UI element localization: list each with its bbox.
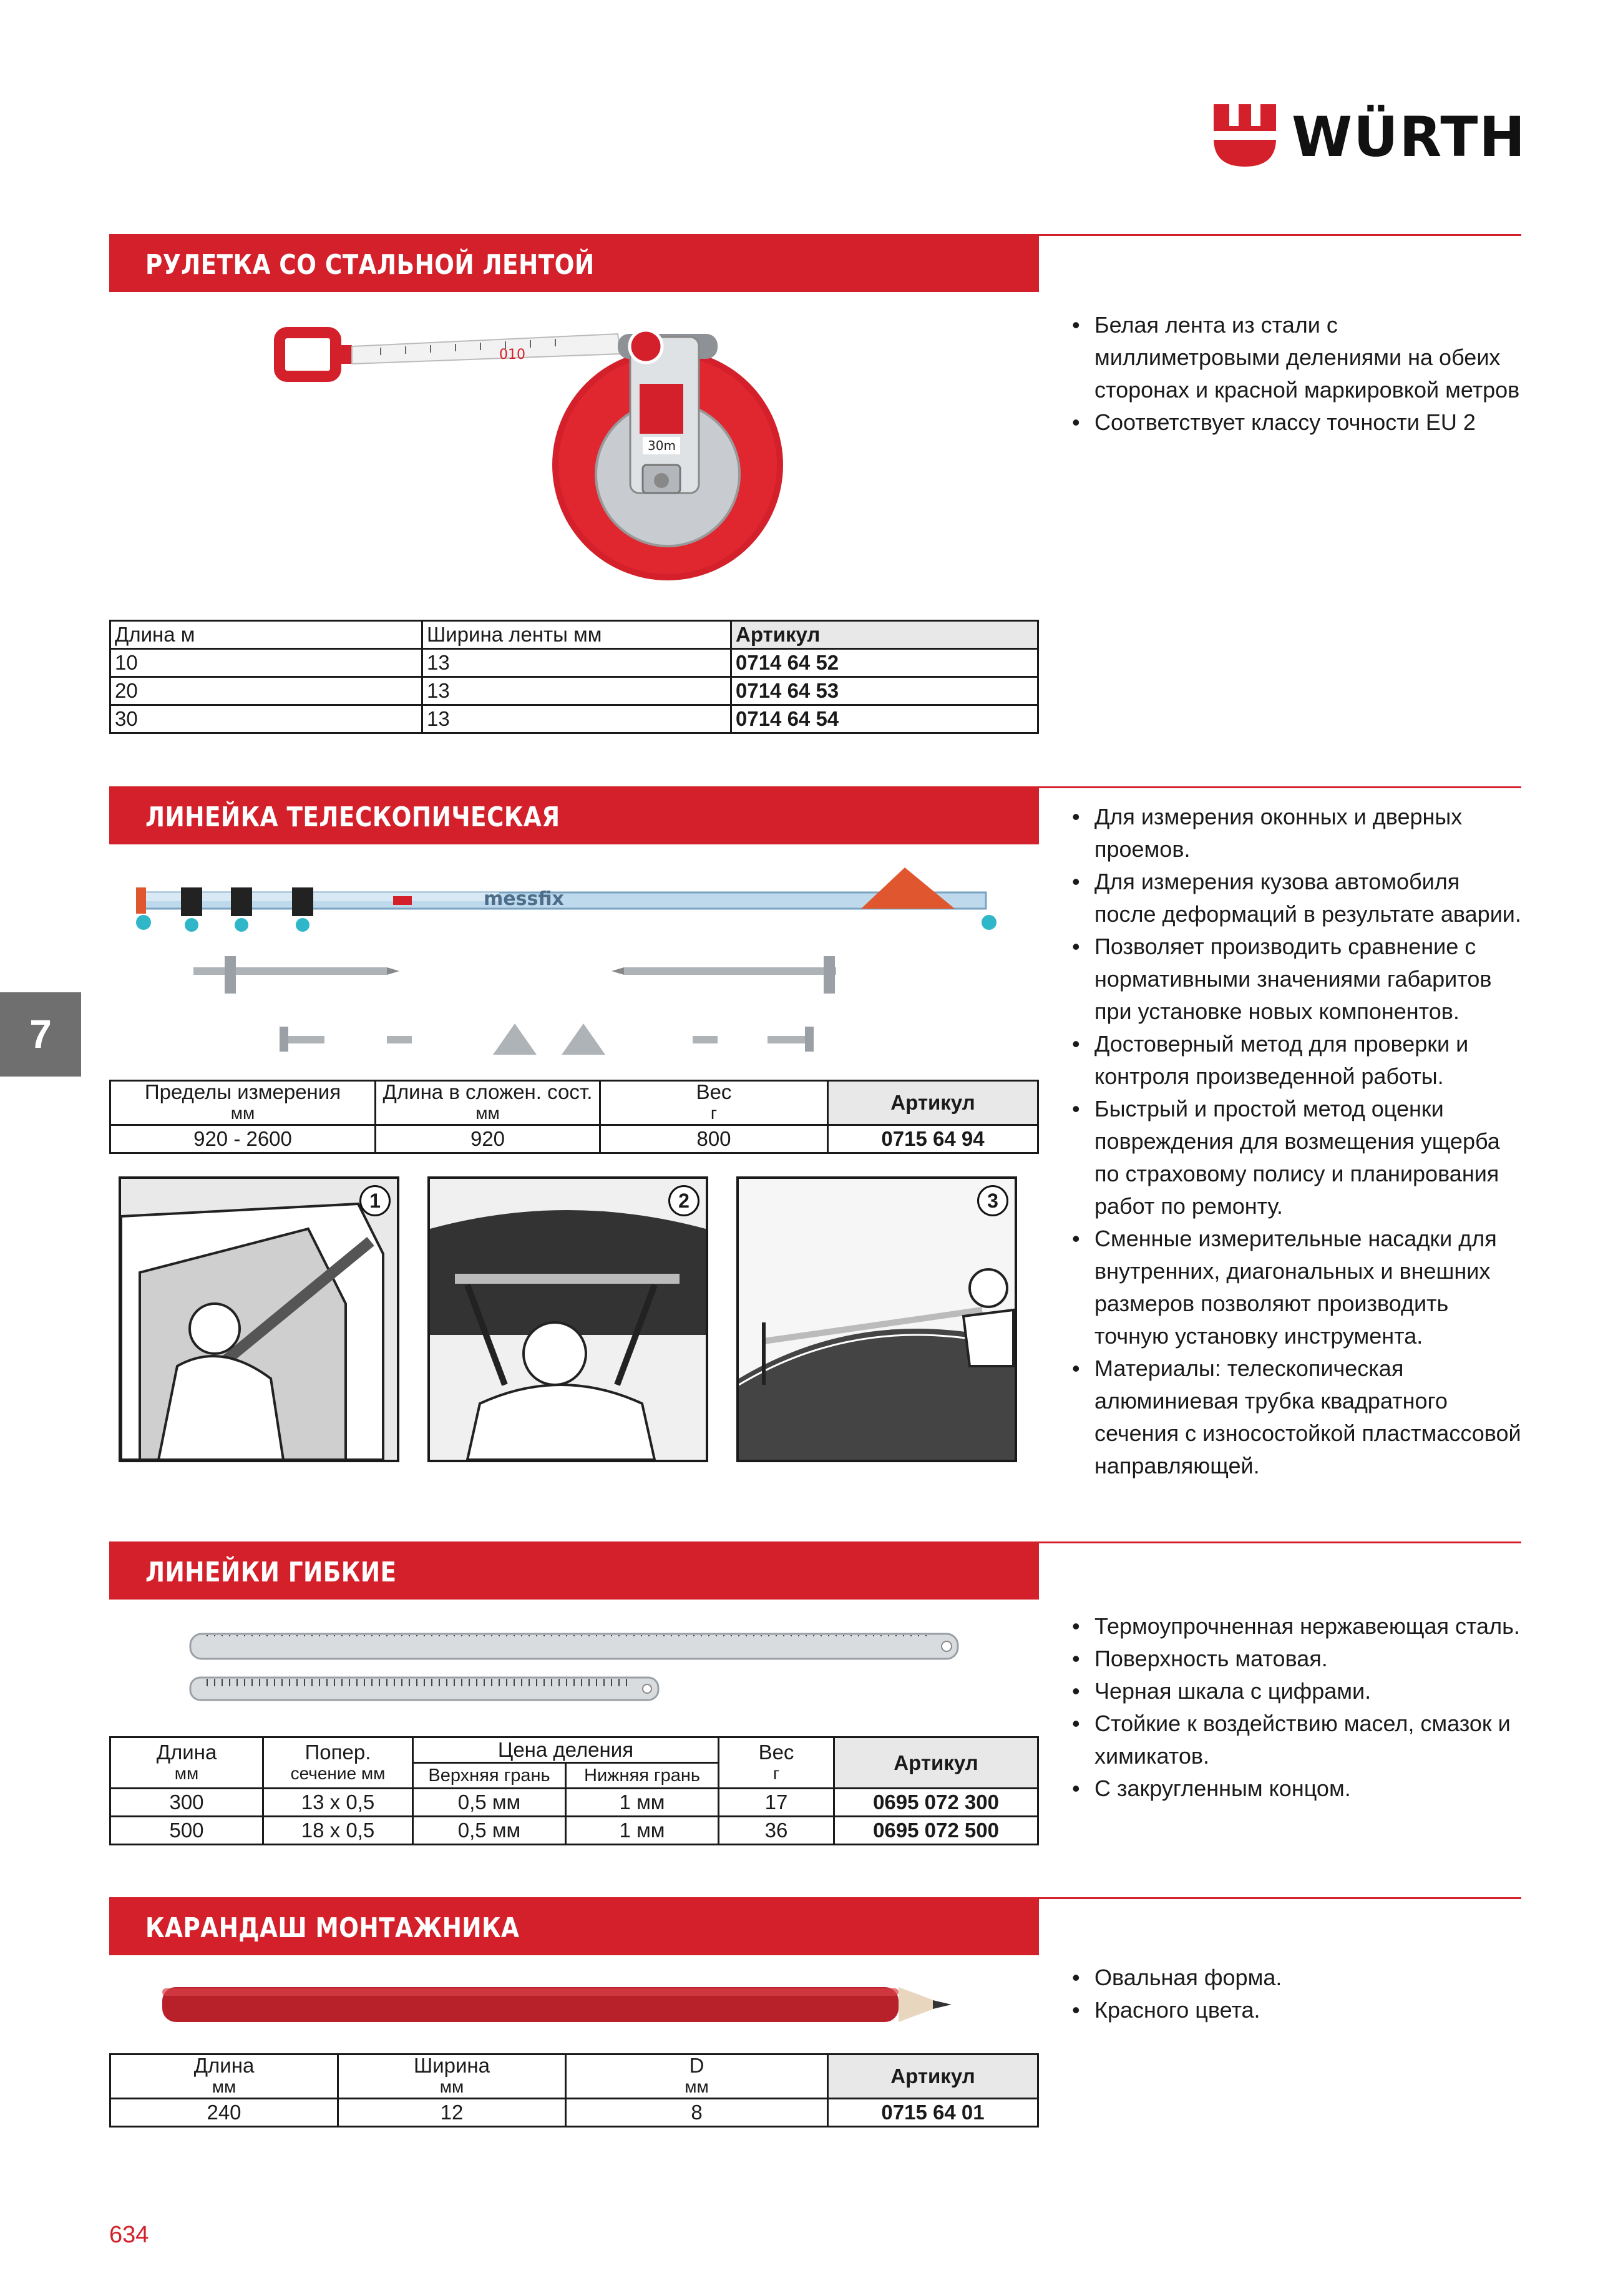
photo-number-badge: 3 [977,1185,1008,1216]
list-item: • Соответствует классу точности EU 2 [1072,406,1521,439]
table-header: Вес г [719,1737,834,1789]
list-item: • Достоверный метод для проверки и контроля произведенной работы. [1072,1028,1521,1093]
table-header: Попер. сечение мм [263,1737,413,1789]
list-item: • Белая лента из стали с миллиметровыми делениями на обеих сторонах и красной маркировкой метров [1072,309,1521,406]
section-header-flexible [109,1543,1039,1600]
table-header: Артикул [834,1737,1038,1789]
table-row [110,1789,1038,1817]
chapter-tab: 7 [0,992,81,1077]
table-header: Ширина ленты мм [422,621,731,649]
table-cell: 13 x 0,5 [263,1789,413,1817]
list-item: • С закругленным концом. [1072,1772,1521,1805]
usage-photo-2 [427,1176,708,1462]
table-cell: 17 [719,1789,834,1817]
article-number: 0714 64 53 [731,677,1038,705]
table-cell: 10 [110,649,422,677]
pencil-spec-table [109,2053,1039,2127]
list-item: • Сменные измерительные насадки для внутренних, диагональных и внешних размеров позволяют производить точную установку инструмента. [1072,1223,1521,1352]
table-cell: 30 [110,705,422,733]
list-item: • Материалы: телескопическая алюминиевая трубка квадратного сечения с износостойкой пластмассовой направляющей. [1072,1352,1521,1482]
table-cell: 36 [719,1817,834,1845]
article-number: 0695 072 300 [834,1789,1038,1817]
table-cell: 13 [422,705,731,733]
tape-measure-image [268,309,867,602]
list-item: • Для измерения оконных и дверных проемов. [1072,801,1521,866]
table-cell: 12 [338,2099,566,2127]
list-item: • Позволяет производить сравнение с нормативными значениями габаритов при установке новых компонентов. [1072,931,1521,1028]
article-number: 0714 64 54 [731,705,1038,733]
tape-spec-table [109,620,1039,734]
table-header: Вес г [600,1081,828,1125]
table-cell: 240 [110,2099,338,2127]
table-header: Верхняя грань [413,1763,566,1789]
table-header: Длина м [110,621,422,649]
table-cell: 1 мм [566,1789,719,1817]
table-header: Длина мм [110,2054,338,2099]
table-header-row [110,1737,1038,1763]
table-header-row [110,2054,1038,2099]
section-title: ЛИНЕЙКИ ГИБКИЕ [145,1556,397,1588]
telescopic-spec-table [109,1080,1039,1154]
photo-number-badge: 2 [668,1185,699,1216]
list-item: • Термоупрочненная нержавеющая сталь. [1072,1610,1521,1643]
list-item: • Овальная форма. [1072,1961,1521,1994]
table-cell: 800 [600,1125,828,1153]
usage-illustration [739,1179,1015,1460]
telescopic-ruler-image [125,855,1011,1067]
section-title: КАРАНДАШ МОНТАЖНИКА [145,1912,520,1944]
list-item: • Стойкие к воздействию масел, смазок и химикатов. [1072,1707,1521,1772]
table-header: D мм [566,2054,828,2099]
usage-photo-1 [119,1176,399,1462]
table-cell: 20 [110,677,422,705]
svg-text:010: 010 [499,347,525,363]
article-number: 0695 072 500 [834,1817,1038,1845]
list-item: • Красного цвета. [1072,1994,1521,2026]
table-row [110,677,1038,705]
table-row [110,705,1038,733]
section-title: ЛИНЕЙКА ТЕЛЕСКОПИЧЕСКАЯ [145,801,560,833]
table-header: Пределы измерения мм [110,1081,376,1125]
table-header: Цена деления [413,1737,719,1763]
article-number: 0715 64 94 [828,1125,1038,1153]
table-header: Артикул [828,2054,1038,2099]
table-cell: 0,5 мм [413,1789,566,1817]
table-row [110,2099,1038,2127]
table-header: Нижняя грань [566,1763,719,1789]
article-number: 0714 64 52 [731,649,1038,677]
logo-text: WÜRTH [1292,105,1527,169]
section-header-pencil [109,1899,1039,1955]
page-number: 634 [109,2222,149,2248]
table-header: Артикул [828,1081,1038,1125]
usage-illustration [121,1179,397,1460]
list-item: • Быстрый и простой метод оценки повреждения для возмещения ущерба по страховому полису и планирования работ по ремонту. [1072,1093,1521,1223]
pencil-features-list [1072,1961,1521,2026]
pencil-image [156,1977,961,2033]
tape-image-label: 30m [648,438,676,453]
table-cell: 18 x 0,5 [263,1817,413,1845]
table-cell: 300 [110,1789,263,1817]
list-item: • Для измерения кузова автомобиля после деформаций в результате аварии. [1072,866,1521,931]
telescopic-image-label: messfix [484,888,564,910]
table-header: Ширина мм [338,2054,566,2099]
wurth-logo [1211,94,1527,181]
flexible-rulers-image [184,1629,964,1710]
table-header-row [110,1081,1038,1125]
flexible-spec-table [109,1736,1039,1845]
telescopic-features-list [1072,801,1521,1482]
section-title: РУЛЕТКА СО СТАЛЬНОЙ ЛЕНТОЙ [145,249,595,281]
table-header: Артикул [731,621,1038,649]
list-item: • Поверхность матовая. [1072,1643,1521,1675]
table-header-row [110,621,1038,649]
table-cell: 920 - 2600 [110,1125,376,1153]
table-row [110,1817,1038,1845]
article-number: 0715 64 01 [828,2099,1038,2127]
table-cell: 8 [566,2099,828,2127]
table-header: Длина мм [110,1737,263,1789]
list-item: • Черная шкала с цифрами. [1072,1675,1521,1707]
section-header-tape [109,236,1039,292]
table-cell: 1 мм [566,1817,719,1845]
table-header: Длина в сложен. сост. мм [376,1081,600,1125]
usage-illustration [430,1179,706,1460]
photo-number-badge: 1 [359,1185,391,1216]
table-cell: 500 [110,1817,263,1845]
table-cell: 920 [376,1125,600,1153]
table-cell: 0,5 мм [413,1817,566,1845]
usage-photo-3 [736,1176,1017,1462]
tape-features-list [1072,309,1521,439]
wurth-logo-icon [1211,101,1279,170]
table-cell: 13 [422,649,731,677]
table-cell: 13 [422,677,731,705]
flexible-features-list [1072,1610,1521,1805]
table-row [110,649,1038,677]
section-header-telescopic [109,788,1039,844]
table-row [110,1125,1038,1153]
